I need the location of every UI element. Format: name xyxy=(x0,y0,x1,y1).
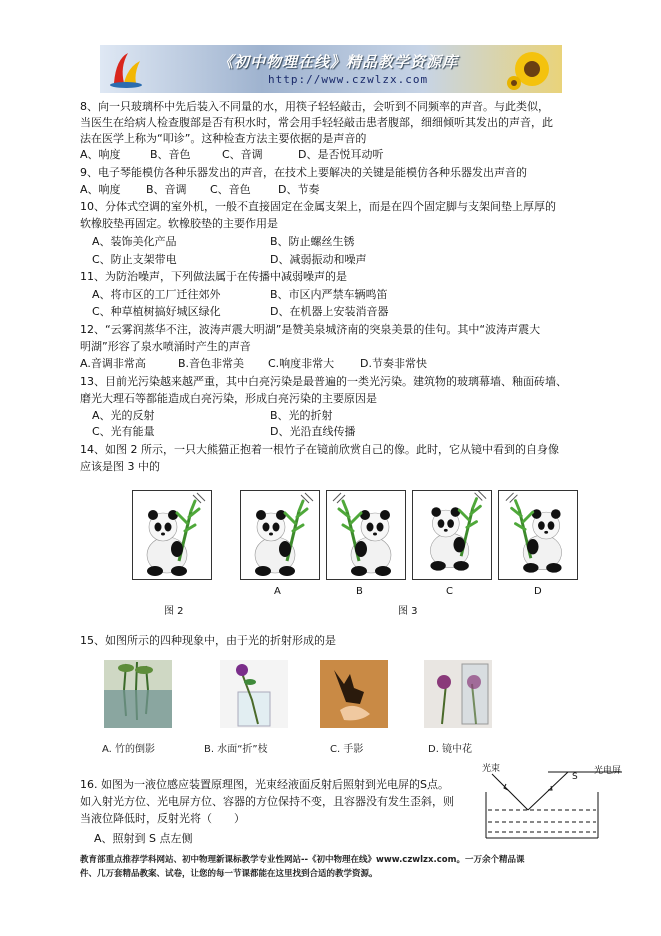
q15-stem: 15、如图所示的四种现象中，由于光的折射形成的是 xyxy=(80,634,336,647)
footer-line-1: 教育部重点推荐学科网站、初中物理新课标教学专业性网站--《初中物理在线》www.czwlzx.com。一万余个精品课 xyxy=(80,855,525,865)
q13-line-1: 13、目前光污染越来越严重，其中白亮污染是最普遍的一类光污染。建筑物的玻璃幕墙、釉面砖墙、 xyxy=(80,375,567,388)
q15-caption-b: B. 水面“折”枝 xyxy=(204,744,268,755)
q9-option-a[interactable]: A、响度 xyxy=(80,183,121,196)
q8-option-c[interactable]: C、音调 xyxy=(222,148,263,161)
photo-mirror-flower[interactable] xyxy=(424,660,492,728)
hand-shadow-icon xyxy=(320,660,388,728)
q15-caption-c: C. 手影 xyxy=(330,744,364,755)
photo-bamboo-reflection[interactable] xyxy=(104,660,172,728)
q11-option-b[interactable]: B、市区内严禁车辆鸣笛 xyxy=(270,288,388,301)
liquid-level-diagram xyxy=(482,762,632,842)
figure-2-panda xyxy=(132,490,212,580)
banner-title: 《初中物理在线》精品教学资源库 xyxy=(218,53,459,71)
q10-option-d[interactable]: D、减弱振动和噪声 xyxy=(270,253,367,266)
footer-line-2: 件、几万套精品教案、试卷，让您的每一节课都能在这里找到合适的教学资源。 xyxy=(80,869,378,879)
q8-option-b[interactable]: B、音色 xyxy=(150,148,191,161)
q15-caption-a: A. 竹的倒影 xyxy=(102,744,156,755)
mirror-flower-icon xyxy=(424,660,492,728)
q8-line-2: 当医生在给病人检查腹部是否有积水时，常会用手轻轻敲击患者腹部，细细倾听其发出的声音，此 xyxy=(80,116,553,129)
bent-branch-icon xyxy=(220,660,288,728)
q9-option-b[interactable]: B、音调 xyxy=(146,183,187,196)
q10-option-c[interactable]: C、防止支架带电 xyxy=(92,253,177,266)
q8-option-a[interactable]: A、响度 xyxy=(80,148,121,161)
figure-3-option-a[interactable] xyxy=(240,490,320,580)
diagram-label-screen: 光电屏 xyxy=(594,766,622,776)
q13-line-2: 磨光大理石等都能造成白亮污染，形成白亮污染的主要原因是 xyxy=(80,392,377,405)
figure-3-option-c[interactable] xyxy=(412,490,492,580)
q12-line-1: 12、“云雾润蒸华不注，波涛声震大明湖”是赞美泉城济南的突泉美景的佳句。其中“波涛声震大 xyxy=(80,323,541,336)
site-logo-icon xyxy=(106,49,146,89)
photo-bent-branch[interactable] xyxy=(220,660,288,728)
fig3-label-c: C xyxy=(446,586,453,597)
q8-line-1: 8、向一只玻璃杯中先后装入不同量的水，用筷子轻轻敲击，会听到不同频率的声音。与此类似， xyxy=(80,100,549,113)
q16-option-a[interactable]: A、照射到 S 点左侧 xyxy=(94,832,193,845)
figure-3-option-d[interactable] xyxy=(498,490,578,580)
banner-url[interactable]: http://www.czwlzx.com xyxy=(268,73,429,86)
q10-line-2: 软橡胶垫再固定。软橡胶垫的主要作用是 xyxy=(80,217,278,230)
q12-option-c[interactable]: C.响度非常大 xyxy=(268,357,335,370)
q8-option-d[interactable]: D、是否悦耳动听 xyxy=(298,148,384,161)
fig3-label-d: D xyxy=(534,586,542,597)
panda-icon xyxy=(241,491,319,579)
q16-line-1: 16. 如图为一液位感应装置原理图，光束经液面反射后照射到光电屏的S点。 xyxy=(80,778,449,791)
photo-hand-shadow[interactable] xyxy=(320,660,388,728)
q12-option-a[interactable]: A.音调非常高 xyxy=(80,357,146,370)
q8-line-3: 法在医学上称为“叩诊”。这种检查方法主要依据的是声音的 xyxy=(80,132,367,145)
fig3-label-a: A xyxy=(274,586,281,597)
q14-line-2: 应该是图 3 中的 xyxy=(80,460,160,473)
q16-line-2: 如入射光方位、光电屏方位、容器的方位保持不变，且容器没有发生歪斜，则 xyxy=(80,795,454,808)
q9-option-d[interactable]: D、节奏 xyxy=(278,183,320,196)
q9-option-c[interactable]: C、音色 xyxy=(210,183,251,196)
q13-option-b[interactable]: B、光的折射 xyxy=(270,409,333,422)
q16-line-3: 当液位降低时，反射光将（ ） xyxy=(80,812,245,825)
panda-icon xyxy=(327,491,405,579)
q14-line-1: 14、如图 2 所示，一只大熊猫正抱着一根竹子在镜前欣赏自己的像。此时，它从镜中看到的自身像 xyxy=(80,443,559,456)
diagram-label-beam: 光束 xyxy=(482,764,501,774)
q13-option-c[interactable]: C、光有能量 xyxy=(92,425,155,438)
q11-option-c[interactable]: C、种草植树搞好城区绿化 xyxy=(92,305,221,318)
fig2-caption: 图 2 xyxy=(164,606,184,617)
q13-option-a[interactable]: A、光的反射 xyxy=(92,409,155,422)
figure-3-option-b[interactable] xyxy=(326,490,406,580)
q12-option-d[interactable]: D.节奏非常快 xyxy=(360,357,427,370)
fig3-label-b: B xyxy=(356,586,363,597)
sunflower-icon xyxy=(506,47,558,91)
q13-option-d[interactable]: D、光沿直线传播 xyxy=(270,425,356,438)
panda-icon xyxy=(413,491,491,579)
q11-option-a[interactable]: A、将市区的工厂迁往郊外 xyxy=(92,288,221,301)
q15-caption-d: D. 镜中花 xyxy=(428,744,473,755)
diagram-label-s: S xyxy=(572,772,578,782)
q10-line-1: 10、分体式空调的室外机，一般不直接固定在金属支架上，而是在四个固定脚与支架间垫上厚厚的 xyxy=(80,200,556,213)
panda-icon xyxy=(133,491,211,579)
header-banner xyxy=(100,45,562,93)
q11-option-d[interactable]: D、在机器上安装消音器 xyxy=(270,305,389,318)
q9-stem: 9、电子琴能模仿各种乐器发出的声音，在技术上要解决的关键是能模仿各种乐器发出声音的 xyxy=(80,166,527,179)
q10-option-a[interactable]: A、装饰美化产品 xyxy=(92,235,177,248)
q10-option-b[interactable]: B、防止螺丝生锈 xyxy=(270,235,355,248)
q11-stem: 11、为防治噪声，下列做法属于在传播中减弱噪声的是 xyxy=(80,270,347,283)
fig3-caption: 图 3 xyxy=(398,606,418,617)
q12-option-b[interactable]: B.音色非常美 xyxy=(178,357,245,370)
bamboo-reflection-icon xyxy=(104,660,172,728)
q12-line-2: 明湖”形容了泉水喷涌时产生的声音 xyxy=(80,340,251,353)
panda-icon xyxy=(499,491,577,579)
